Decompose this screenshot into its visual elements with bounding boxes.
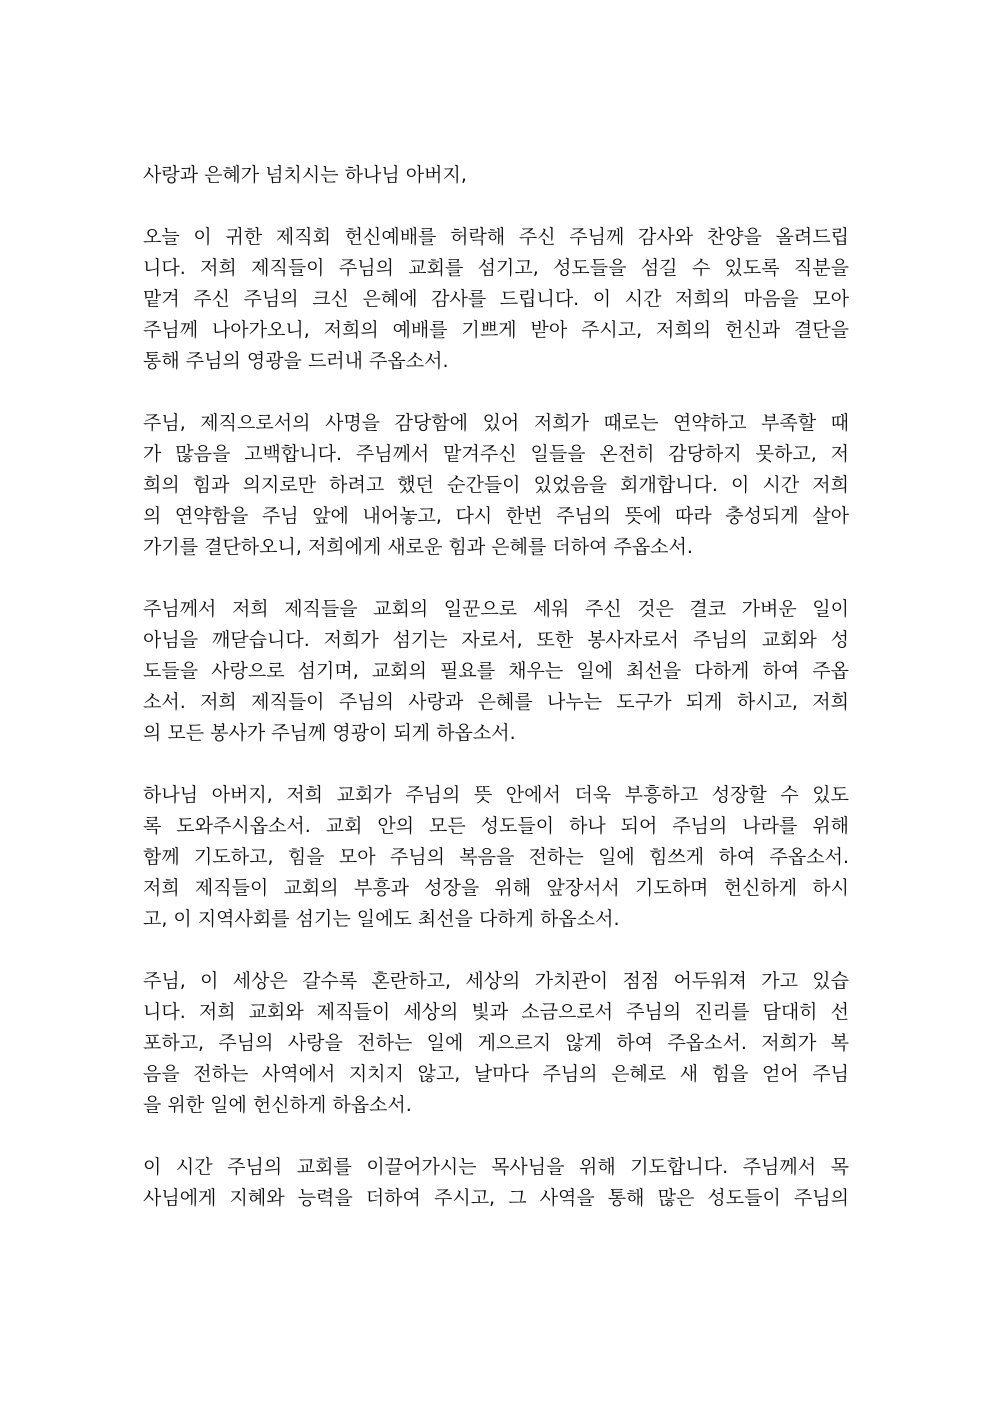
text-line: 저희 제직들이 교회의 부흥과 성장을 위해 앞장서서 기도하며 헌신하게 하시 [143,877,849,899]
text-line: 소서. 저희 제직들이 주님의 사랑과 은혜를 나누는 도구가 되게 하시고, 저희 [143,691,849,713]
text-line: 오늘 이 귀한 제직회 헌신예배를 허락해 주신 주님께 감사와 찬양을 올려드립 [143,226,849,248]
document-page [143,160,849,1245]
text-line: 의 연약함을 주님 앞에 내어놓고, 다시 한번 주님의 뜻에 따라 충성되게 살아 [143,505,849,527]
paragraph-revival [143,780,849,935]
paragraph-service [143,594,849,749]
text-line: 주님께 나아가오니, 저희의 예배를 기쁘게 받아 주시고, 저희의 헌신과 결단을 [143,319,849,341]
text-line: 사랑과 은혜가 넘치시는 하나님 아버지, [143,164,467,186]
text-line: 사님에게 지혜와 능력을 더하여 주시고, 그 사역을 통해 많은 성도들이 주님의 [143,1187,849,1209]
text-line: 주님, 이 세상은 갈수록 혼란하고, 세상의 가치관이 점점 어두워져 가고 있습 [143,970,849,992]
paragraph-confession [143,408,849,563]
text-line: 가기를 결단하오니, 저희에게 새로운 힘과 은혜를 더하여 주옵소서. [143,536,693,558]
text-line: 함께 기도하고, 힘을 모아 주님의 복음을 전하는 일에 힘쓰게 하여 주옵소서. [143,846,849,868]
text-line: 의 모든 봉사가 주님께 영광이 되게 하옵소서. [143,722,516,744]
text-line: 고, 이 지역사회를 섬기는 일에도 최선을 다하게 하옵소서. [143,908,620,930]
text-line: 주님께서 저희 제직들을 교회의 일꾼으로 세워 주신 것은 결코 가벼운 일이 [143,598,849,620]
paragraph-world [143,966,849,1121]
text-line: 희의 힘과 의지로만 하려고 했던 순간들이 있었음을 회개합니다. 이 시간 저희 [143,474,849,496]
text-line: 주님, 제직으로서의 사명을 감당함에 있어 저희가 때로는 연약하고 부족할 때 [143,412,849,434]
text-line: 아님을 깨닫습니다. 저희가 섬기는 자로서, 또한 봉사자로서 주님의 교회와 성 [143,629,849,651]
text-line: 도들을 사랑으로 섬기며, 교회의 필요를 채우는 일에 최선을 다하게 하여 주옵 [143,660,849,682]
text-line: 음을 전하는 사역에서 지치지 않고, 날마다 주님의 은혜로 새 힘을 얻어 주님 [143,1063,849,1085]
paragraph-pastor [143,1152,849,1214]
text-line: 니다. 저희 교회와 제직들이 세상의 빛과 소금으로서 주님의 진리를 담대히 선 [143,1001,849,1023]
text-line: 맡겨 주신 주님의 크신 은혜에 감사를 드립니다. 이 시간 저희의 마음을 모아 [143,288,849,310]
text-line: 통해 주님의 영광을 드러내 주옵소서. [143,350,449,372]
text-line: 니다. 저희 제직들이 주님의 교회를 섬기고, 성도들을 섬길 수 있도록 직분을 [143,257,849,279]
paragraph-thanksgiving [143,222,849,377]
text-line: 포하고, 주님의 사랑을 전하는 일에 게으르지 않게 하여 주옵소서. 저희가 복 [143,1032,849,1054]
text-line: 록 도와주시옵소서. 교회 안의 모든 성도들이 하나 되어 주님의 나라를 위해 [143,815,849,837]
text-line: 하나님 아버지, 저희 교회가 주님의 뜻 안에서 더욱 부흥하고 성장할 수 있도 [143,784,849,806]
paragraph-greeting [143,160,849,191]
text-line: 을 위한 일에 헌신하게 하옵소서. [143,1094,412,1116]
text-line: 가 많음을 고백합니다. 주님께서 맡겨주신 일들을 온전히 감당하지 못하고, 저 [143,443,849,465]
text-line: 이 시간 주님의 교회를 이끌어가시는 목사님을 위해 기도합니다. 주님께서 목 [143,1156,849,1178]
